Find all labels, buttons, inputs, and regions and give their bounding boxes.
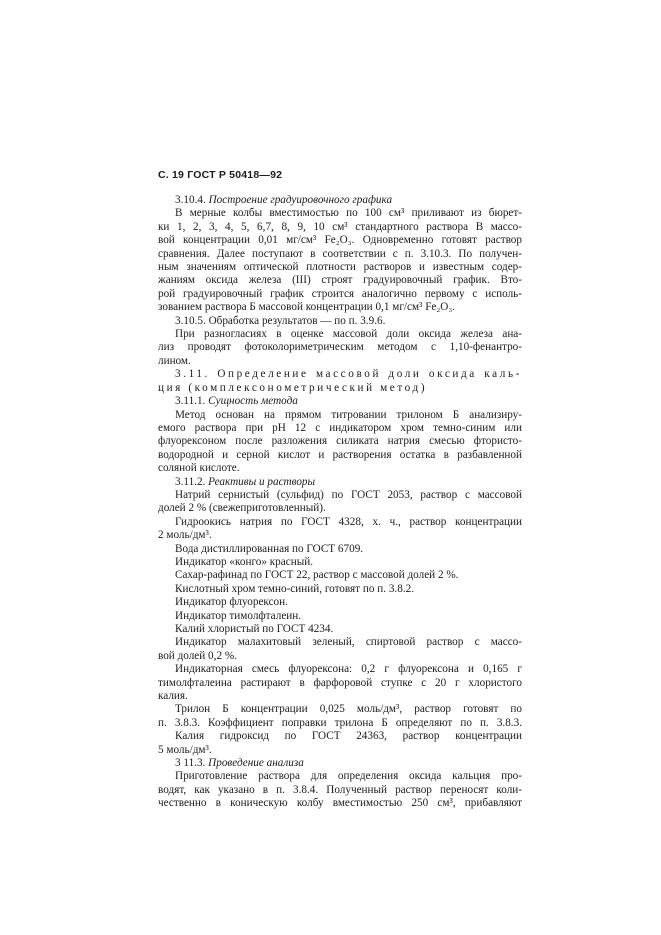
section-number: 3 11.3. — [175, 757, 206, 770]
section-heading — [158, 757, 522, 770]
text-line: Калий хлористый по ГОСТ 4234. — [175, 623, 334, 635]
section-title-spaced: 3.11. Определение массовой доли оксида каль- — [175, 368, 522, 381]
text-line: водородной и серной кислот и растворения остатка в разбавленной — [158, 448, 522, 461]
text-line: Индикатор малахитовый зеленый, спиртовой раствор с массо- — [175, 636, 522, 649]
section-title: Реактивы и растворы — [208, 475, 316, 488]
section-heading — [158, 194, 522, 207]
text-line: п. 3.8.3. Коэффициент поправки трилона Б определяют по п. 3.8.3. — [158, 716, 522, 729]
text-line: емого раствора при pH 12 с индикатором хром темно-синим или — [158, 421, 522, 434]
text-line: Вода дистиллированная по ГОСТ 6709. — [175, 542, 364, 555]
section-title-spaced: ция (комплексонометрический метод) — [158, 381, 428, 394]
text-line: Метод основан на прямом титровании трилоном Б анализиру- — [175, 408, 522, 421]
text-line: Индикатор «конго» красный. — [175, 555, 313, 568]
text-line: 5 моль/дм³. — [158, 743, 212, 756]
text-line: 3.10.5. Обработка результатов — по п. 3.9.6. — [175, 314, 386, 327]
section-title: Проведение анализа — [208, 757, 304, 770]
text-line: вой концентрации 0,01 мг/см³ Fe₂O₃. Одновременно готовят раствор — [158, 234, 522, 247]
text-line: Сахар-рафинад по ГОСТ 22, раствор с массовой долей 2 %. — [175, 569, 459, 582]
text-line: 2 моль/дм³. — [158, 529, 212, 542]
section-heading — [158, 476, 522, 489]
section-title: Построение градуировочного графика — [208, 194, 393, 206]
text-line: При разногласиях в оценке массовой доли оксида железа ана- — [175, 328, 522, 341]
text-line: лиз проводят фотоколориметрическим методом с 1,10-фенантро- — [158, 341, 522, 354]
section-number: 3.11.2. — [175, 475, 206, 488]
document-body — [158, 194, 522, 811]
section-title: Сущность метода — [208, 395, 298, 408]
text-line: В мерные колбы вместимостью по 100 см³ приливают из бюрет- — [175, 207, 522, 220]
text-line: Кислотный хром темно-синий, готовят по п. 3.8.2. — [175, 582, 415, 595]
text-line: жаниям оксида железа (III) строят градуировочный график. Вто- — [158, 274, 522, 287]
section-number: 3.10.4. — [175, 194, 206, 206]
text-line: калия. — [158, 690, 188, 703]
text-line: Гидроокись натрия по ГОСТ 4328, х. ч., раствор концентрации — [175, 515, 522, 528]
section-heading — [158, 395, 522, 408]
text-line: Приготовление раствора для определения оксида кальция про- — [175, 770, 522, 783]
text-line: Индикатор тимолфталеин. — [175, 609, 302, 622]
text-line: чественно в коническую колбу вместимостью 250 см³, прибавляют — [158, 797, 522, 810]
text-line: Индикатор флуорексон. — [175, 596, 288, 609]
page-header: С. 19 ГОСТ Р 50418—92 — [158, 169, 283, 181]
text-line: сравнения. Далее поступают в соответствии с п. 3.10.3. По получен- — [158, 247, 522, 260]
text-line: Трилон Б концентрации 0,025 моль/дм³, раствор готовят по — [175, 703, 522, 716]
text-line: соляной кислоте. — [158, 462, 240, 475]
text-line: флуорексоном после разложения силиката натрия смесью фтористо- — [158, 435, 522, 448]
text-line: Натрий сернистый (сульфид) по ГОСТ 2053, раствор с массовой — [175, 488, 522, 501]
text-line: лином. — [158, 354, 191, 367]
text-line: вой долей 0,2 %. — [158, 649, 237, 662]
text-line: Калия гидроксид по ГОСТ 24363, раствор концентрации — [175, 730, 522, 743]
text-line: рой градуировочный график строится аналогично первому с исполь- — [158, 287, 522, 300]
text-line: тимолфталеина растирают в фарфоровой ступке с 20 г хлористого — [158, 676, 522, 689]
text-line: долей 2 % (свежеприготовленный). — [158, 502, 326, 515]
text-line: ки 1, 2, 3, 4, 5, 6,7, 8, 9, 10 см³ стандартного раствора В массо- — [158, 220, 522, 233]
section-number: 3.11.1. — [175, 395, 206, 408]
text-line: зованием раствора Б массовой концентрации 0,1 мг/см³ Fe₂O₃. — [158, 301, 456, 314]
text-line: водят, как указано в п. 3.8.4. Полученный раствор переносят коли- — [158, 783, 522, 796]
text-line: Индикаторная смесь флуорексона: 0,2 г флуорексона и 0,165 г — [175, 663, 522, 676]
text-line: ным значениям оптической плотности растворов и известным содер- — [158, 261, 522, 274]
